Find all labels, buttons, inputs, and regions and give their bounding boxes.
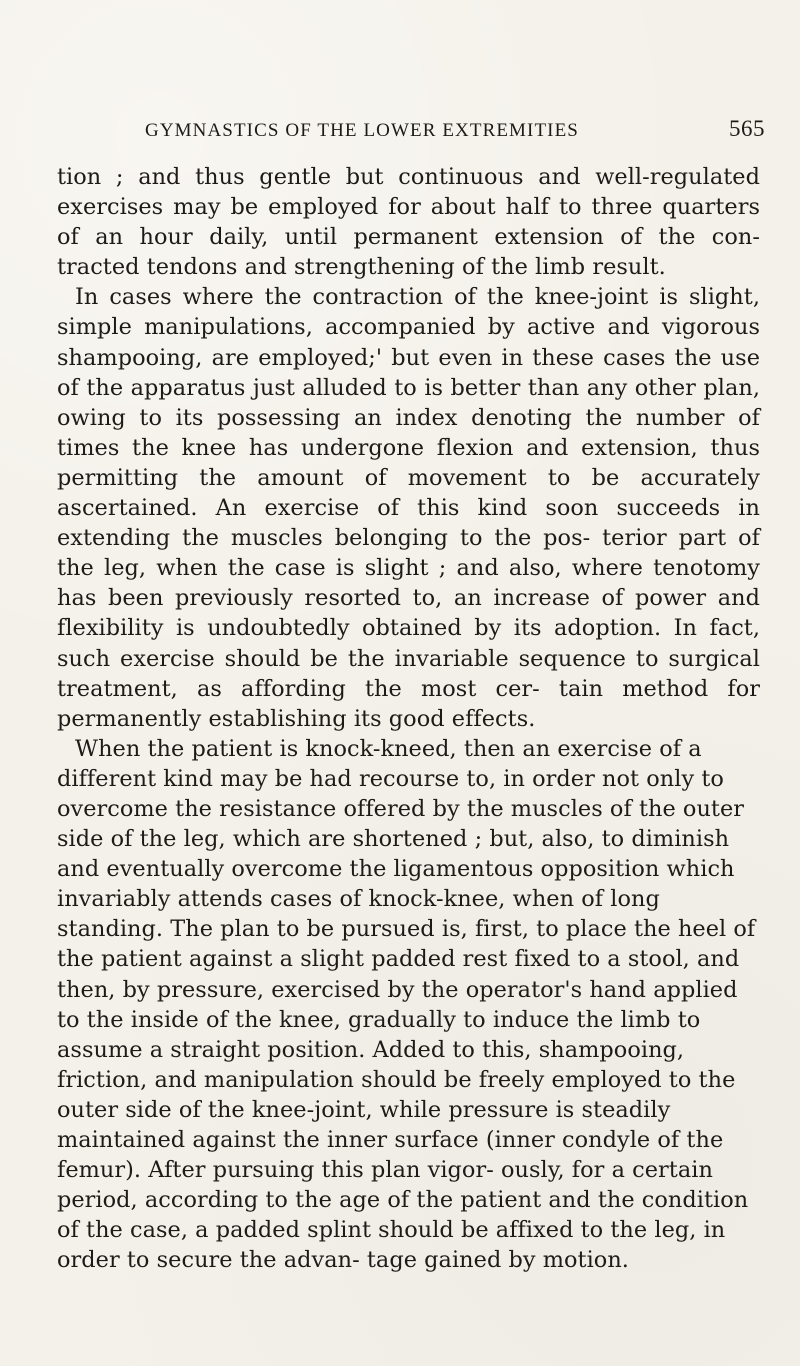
paragraph-knock-knee: When the patient is knock-kneed, then an exercise of a different kind may be had recourse to, in order not only to overcome the resistance offered by the muscles of the outer side of the leg, which are shortened ; but, also, to diminish and eventually overcome the ligamentous opposition which invariably attends cases of knock-knee, when of long standing. The plan to be pursued is, first, to place the heel of the patient against a slight padded rest fixed to a stool, and then, by pressure, exercised by the operator's hand applied to the inside of the knee, gradually to induce the limb to assume a straight position. Added to this, shampooing, friction, and manipulation should be freely employed to the outer side of the knee-joint, while pressure is steadily maintained against the inner surface (inner condyle of the femur). After pursuing this plan vigor- ously, for a certain period, according to the age of the patient and the condition of the case, a padded splint should be affixed to the leg, in order to secure the advan- tage gained by motion.: [57, 735, 756, 1274]
page-header: [145, 116, 775, 148]
running-title: GYMNASTICS OF THE LOWER EXTREMITIES: [145, 120, 579, 141]
paragraph-continuation: tion ; and thus gentle but continuous and well-regulated exercises may be employed for about half to three quarters of an hour daily, until permanent extension of the con- tracted tendons and strengthening of the limb result.: [57, 164, 760, 281]
body-text: [57, 162, 760, 1275]
paragraph-knee-joint-contraction: In cases where the contraction of the knee-joint is slight, simple manipulations, accompanied by active and vigorous shampooing, are employed;' but even in these cases the use of the apparatus just alluded to is better than any other plan, owing to its possessing an index denoting the number of times the knee has undergone flexion and extension, thus permitting the amount of movement to be accurately ascertained. An exercise of this kind soon succeeds in extending the muscles belonging to the pos- terior part of the leg, when the case is slight ; and also, where tenotomy has been previously resorted to, an increase of power and flexibility is undoubtedly obtained by its adoption. In fact, such exercise should be the invariable sequence to surgical treatment, as affording the most cer- tain method for permanently establishing its good effects.: [57, 284, 760, 732]
page-number: 565: [729, 116, 765, 141]
